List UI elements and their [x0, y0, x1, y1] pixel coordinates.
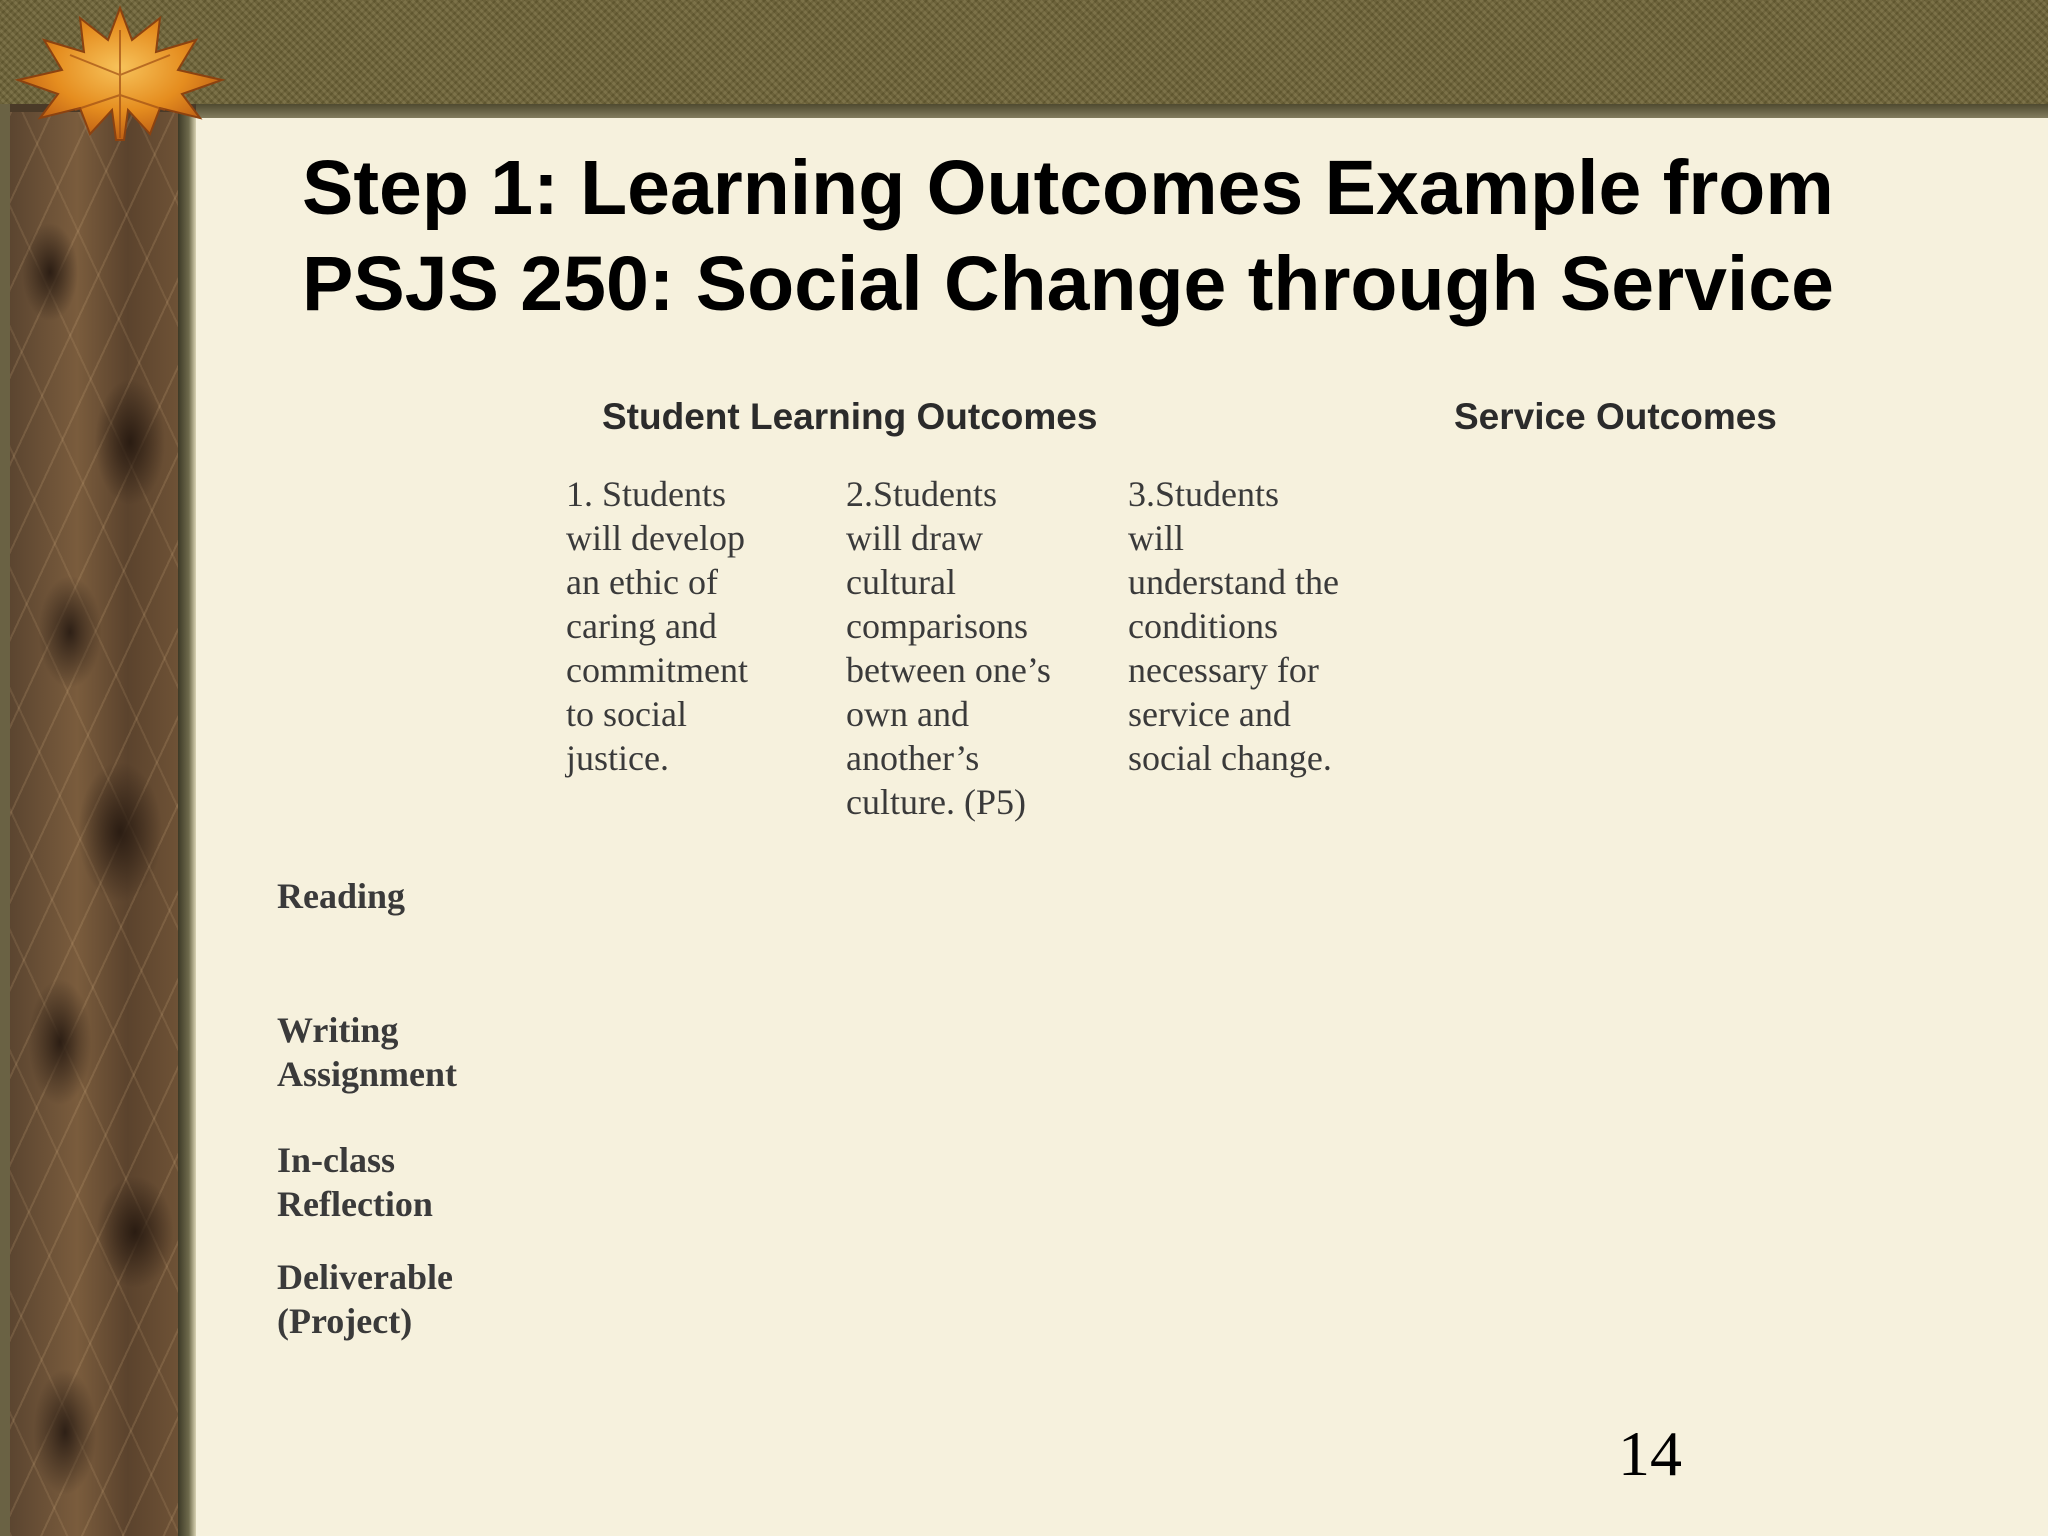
outcome-line: service and — [1128, 694, 1291, 734]
outcome-line: necessary for — [1128, 650, 1319, 690]
outcome-line: 1. Students — [566, 474, 727, 514]
row-label-line: (Project) — [277, 1301, 413, 1341]
row-label-line: Writing — [277, 1010, 399, 1050]
outcome-line: to social — [566, 694, 687, 734]
student-learning-outcomes-header: Student Learning Outcomes — [602, 396, 1098, 437]
slide-title — [302, 140, 2002, 332]
row-label-in-class-reflection — [277, 1138, 433, 1226]
outcome-line: understand the — [1128, 562, 1339, 602]
maple-leaf-icon — [0, 0, 240, 150]
page-number: 14 — [1618, 1418, 1682, 1489]
outcome-line: conditions — [1128, 606, 1278, 646]
row-label-line: Assignment — [277, 1054, 458, 1094]
top-band-edge — [0, 104, 2048, 118]
title-line-1: Step 1: Learning Outcomes Example from — [302, 145, 1834, 231]
outcome-line: will draw — [846, 518, 983, 558]
outcome-line: comparisons — [846, 606, 1028, 646]
service-outcomes-header: Service Outcomes — [1454, 396, 1777, 437]
left-band-inner-edge — [178, 112, 196, 1536]
row-label-line: Deliverable — [277, 1257, 453, 1297]
learning-outcome-1 — [566, 472, 748, 780]
top-decorative-band — [0, 0, 2048, 104]
outcome-line: between one’s — [846, 650, 1051, 690]
outcome-line: own and — [846, 694, 969, 734]
outcome-line: justice. — [566, 738, 669, 778]
marble-texture — [10, 112, 178, 1536]
learning-outcome-2 — [846, 472, 1051, 824]
outcome-line: cultural — [846, 562, 956, 602]
row-label-line: Reflection — [277, 1184, 433, 1224]
row-label-line: In-class — [277, 1140, 396, 1180]
title-line-2: PSJS 250: Social Change through Service — [302, 241, 1834, 327]
outcome-line: another’s — [846, 738, 980, 778]
outcome-line: will — [1128, 518, 1185, 558]
row-label-writing-assignment — [277, 1008, 457, 1096]
outcome-line: will develop — [566, 518, 745, 558]
outcome-line: an ethic of — [566, 562, 718, 602]
outcome-line: culture. (P5) — [846, 782, 1026, 822]
row-label-reading — [277, 874, 405, 918]
outcome-line: commitment — [566, 650, 748, 690]
outcome-line: 3.Students — [1128, 474, 1280, 514]
row-label-deliverable-project — [277, 1255, 453, 1343]
left-band-outer-edge — [0, 104, 10, 1536]
row-label-line: Reading — [277, 876, 406, 916]
outcome-line: social change. — [1128, 738, 1332, 778]
outcome-line: 2.Students — [846, 474, 998, 514]
learning-outcome-3 — [1128, 472, 1339, 780]
outcome-line: caring and — [566, 606, 717, 646]
